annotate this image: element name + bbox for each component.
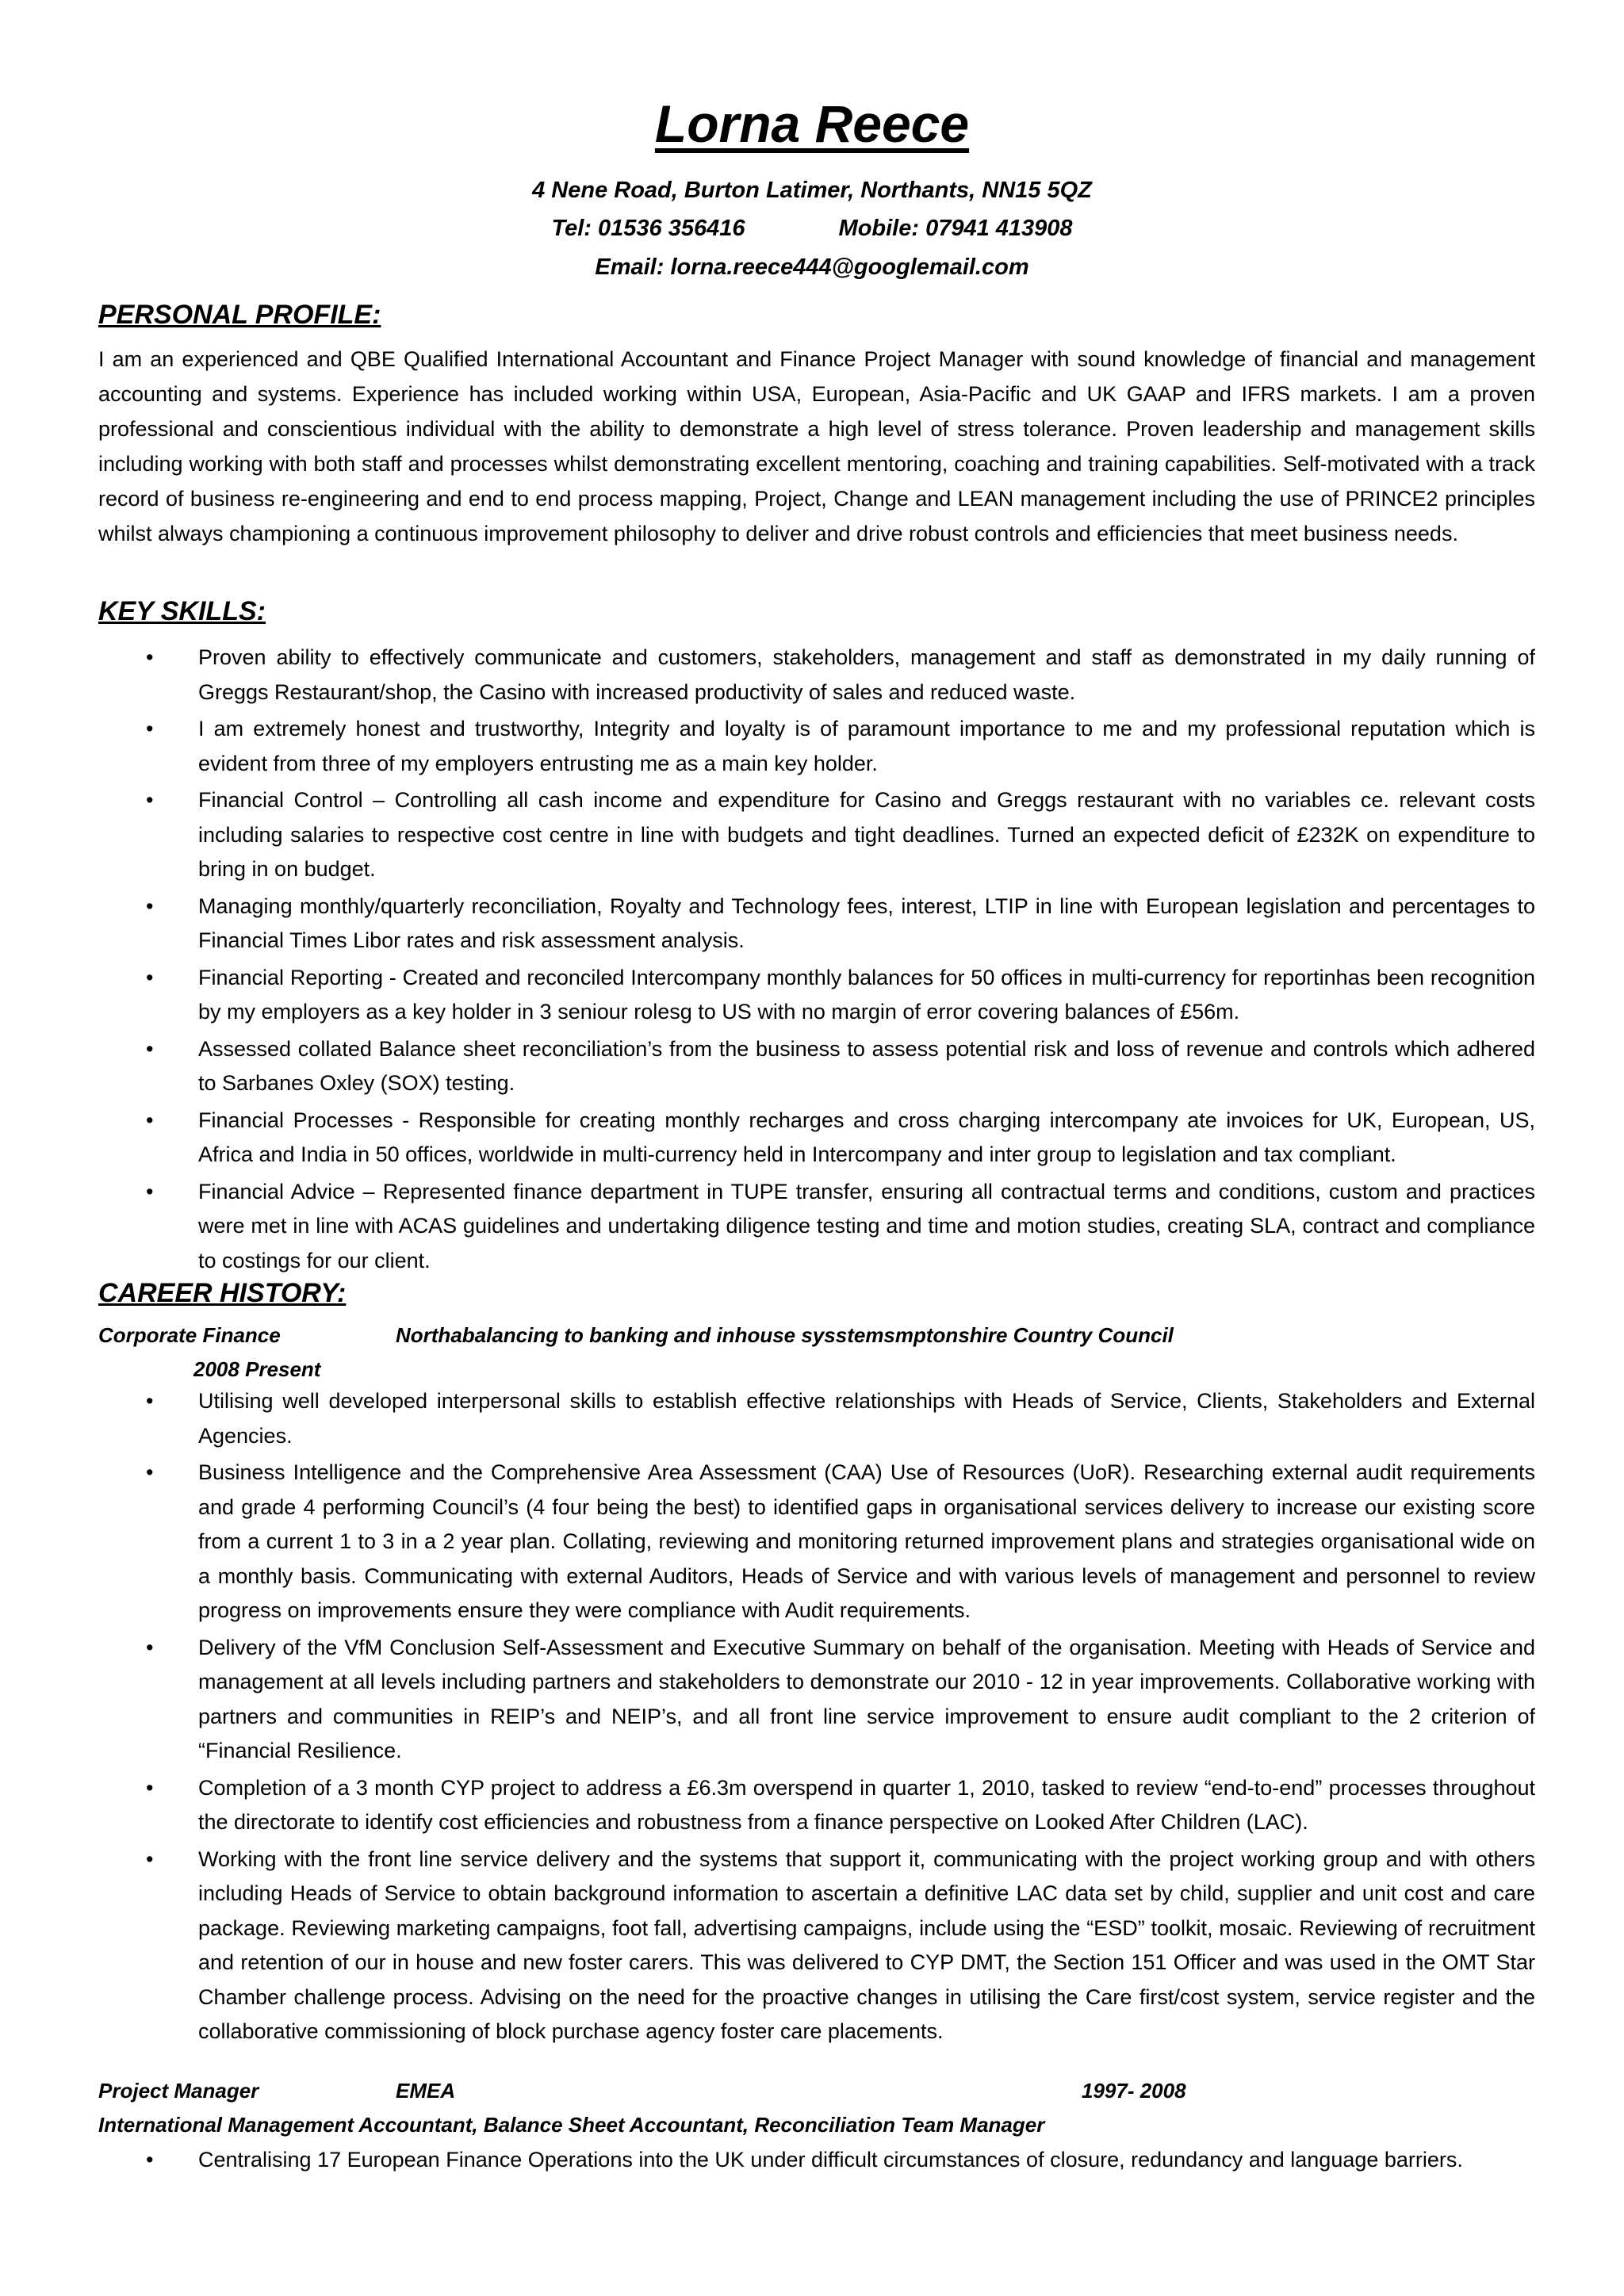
- profile-text: I am an experienced and QBE Qualified International Accountant and Finance Project Manager with sound knowledge of financial and management accounting and systems. Experience has included working within USA, European, Asia-Pacific and UK GAAP and IFRS markets. I am a proven professional and conscientious individual with the ability to demonstrate a high level of stress tolerance. Proven leadership and management skills including working with both staff and processes whilst demonstrating excellent mentoring, coaching and training capabilities. Self-motivated with a track record of business re-engineering and end to end process mapping, Project, Change and LEAN management including the use of PRINCE2 principles whilst always championing a continuous improvement philosophy to deliver and drive robust controls and efficiencies that meet business needs.: [98, 347, 1535, 545]
- duty-text: Business Intelligence and the Comprehensive Area Assessment (CAA) Use of Resources (UoR). Researching external audit requirements and grade 4 performing Council’s (4 four being the best) to identified gaps in organisational services delivery to increase our existing score from a current 1 to 3 in a 2 year plan. Collating, reviewing and monitoring returned improvement plans and strategies organisational wide on a monthly basis. Communicating with external Auditors, Heads of Service and with various levels of management and personnel to review progress on improvements ensure they were compliance with Audit requirements.: [198, 1460, 1535, 1622]
- bullet-icon: •: [146, 788, 154, 812]
- list-item: [98, 712, 1535, 781]
- list-item: [98, 1843, 1535, 2049]
- job-2-organisation: EMEA: [396, 2079, 456, 2103]
- skill-text: Assessed collated Balance sheet reconciliation’s from the business to assess potential risk and loss of revenue and controls which adhered to Sarbanes Oxley (SOX) testing.: [198, 1036, 1535, 1095]
- bullet-icon: •: [146, 1036, 154, 1061]
- job-2-title: Project Manager: [98, 2079, 259, 2103]
- skill-text: Financial Reporting - Created and reconciled Intercompany monthly balances for 50 offices in multi-currency for reportinhas been recognition by my employers as a key holder in 3 seniour rolesg to US with no margin of error covering balances of £56m.: [198, 965, 1535, 1024]
- job-1-organisation: Northabalancing to banking and inhouse sysstemsmptonshire Country Council: [396, 1323, 1174, 1347]
- skill-text: Proven ability to effectively communicate and customers, stakeholders, management and staff as demonstrated in my daily running of Greggs Restaurant/shop, the Casino with increased productivity of sales and reduced waste.: [198, 645, 1535, 704]
- bullet-icon: •: [146, 2148, 154, 2172]
- bullet-icon: •: [146, 894, 154, 918]
- list-item: [98, 1175, 1535, 1279]
- skill-text: Financial Advice – Represented finance department in TUPE transfer, ensuring all contractual terms and conditions, custom and practices were met in line with ACAS guidelines and undertaking diligence testing and time and motion studies, creating SLA, contract and compliance to costings for our client.: [198, 1179, 1535, 1272]
- mobile-phone: Mobile: 07941 413908: [838, 216, 1073, 241]
- duty-text: Utilising well developed interpersonal skills to establish effective relationships with Heads of Service, Clients, Stakeholders and External Agencies.: [198, 1389, 1535, 1448]
- job-2-list: [98, 2143, 1535, 2180]
- skill-text: Financial Processes - Responsible for creating monthly recharges and cross charging intercompany ate invoices for UK, European, US, Africa and India in 50 offices, worldwide in multi-currency held in Intercompany and inter group to legislation and tax compliant.: [198, 1108, 1535, 1166]
- phone-line: [0, 216, 1624, 242]
- job-1-list: [98, 1384, 1535, 2052]
- skills-heading: KEY SKILLS:: [98, 596, 266, 626]
- bullet-icon: •: [146, 1179, 154, 1203]
- bullet-icon: •: [146, 1635, 154, 1659]
- skill-text: Financial Control – Controlling all cash income and expenditure for Casino and Greggs restaurant with no variables ce. relevant costs including salaries to respective cost centre in line with budgets and tight deadlines. Turned an expected deficit of £232K on expenditure to bring in on budget.: [198, 788, 1535, 881]
- list-item: [98, 890, 1535, 959]
- job-1-dates: 2008 Present: [193, 1357, 321, 1381]
- telephone: Tel: 01536 356416: [551, 216, 745, 241]
- list-item: [98, 1456, 1535, 1628]
- email-line: Email: lorna.reece444@googlemail.com: [595, 254, 1029, 280]
- job-1-header: [98, 1319, 1535, 1351]
- duty-text: Centralising 17 European Finance Operations into the UK under difficult circumstances of closure, redundancy and language barriers.: [198, 2148, 1463, 2172]
- duty-text: Delivery of the VfM Conclusion Self-Assessment and Executive Summary on behalf of the organisation. Meeting with Heads of Service and management at all levels including partners and stakeholders to demonstrate our 2010 - 12 in year improvements. Collaborative working with partners and communities in REIP’s and NEIP’s, and all front line service improvement to ensure audit compliant to the 2 criterion of “Financial Resilience.: [198, 1635, 1535, 1762]
- bullet-icon: •: [146, 1846, 154, 1871]
- list-item: [98, 1104, 1535, 1173]
- skill-text: I am extremely honest and trustworthy, Integrity and loyalty is of paramount importance to me and my professional reputation which is evident from three of my employers entrusting me as a main key holder.: [198, 717, 1535, 775]
- list-item: [98, 641, 1535, 710]
- list-item: [98, 1631, 1535, 1769]
- bullet-icon: •: [146, 645, 154, 669]
- list-item: [98, 1771, 1535, 1840]
- bullet-icon: •: [146, 717, 154, 740]
- address-line: 4 Nene Road, Burton Latimer, Northants, NN15 5QZ: [532, 178, 1092, 203]
- job-2-header: [98, 2075, 1535, 2107]
- list-item: [98, 783, 1535, 887]
- duty-text: Completion of a 3 month CYP project to address a £6.3m overspend in quarter 1, 2010, tasked to review “end-to-end” processes throughout the directorate to identify cost efficiencies and robustness from a finance perspective on Looked After Children (LAC).: [198, 1775, 1535, 1834]
- skill-text: Managing monthly/quarterly reconciliation, Royalty and Technology fees, interest, LTIP in line with European legislation and percentages to Financial Times Libor rates and risk assessment analysis.: [198, 894, 1535, 952]
- job-2-roles: International Management Accountant, Balance Sheet Accountant, Reconciliation Team Manager: [98, 2113, 1045, 2137]
- bullet-icon: •: [146, 1389, 154, 1413]
- skills-list: [98, 641, 1535, 1280]
- profile-heading: PERSONAL PROFILE:: [98, 300, 381, 330]
- candidate-name: Lorna Reece: [654, 94, 970, 153]
- bullet-icon: •: [146, 965, 154, 989]
- list-item: [98, 961, 1535, 1030]
- bullet-icon: •: [146, 1460, 154, 1484]
- list-item: [98, 1384, 1535, 1453]
- job-2-dates: 1997- 2008: [1082, 2079, 1186, 2103]
- list-item: [98, 2143, 1535, 2178]
- bullet-icon: •: [146, 1775, 154, 1800]
- career-heading: CAREER HISTORY:: [98, 1278, 347, 1308]
- bullet-icon: •: [146, 1108, 154, 1132]
- duty-text: Working with the front line service delivery and the systems that support it, communicating with the project working group and with others including Heads of Service to obtain background information to ascertain a definitive LAC data set by child, supplier and unit cost and care package. Reviewing marketing campaigns, foot fall, advertising campaigns, include using the “ESD” toolkit, mosaic. Reviewing of recruitment and retention of our in house and new foster carers. This was delivered to CYP DMT, the Section 151 Officer and was used in the OMT Star Chamber challenge process. Advising on the need for the proactive changes in utilising the Care first/cost system, service register and the collaborative commissioning of block purchase agency foster care placements.: [198, 1846, 1535, 2043]
- job-1-title: Corporate Finance: [98, 1323, 281, 1347]
- list-item: [98, 1032, 1535, 1101]
